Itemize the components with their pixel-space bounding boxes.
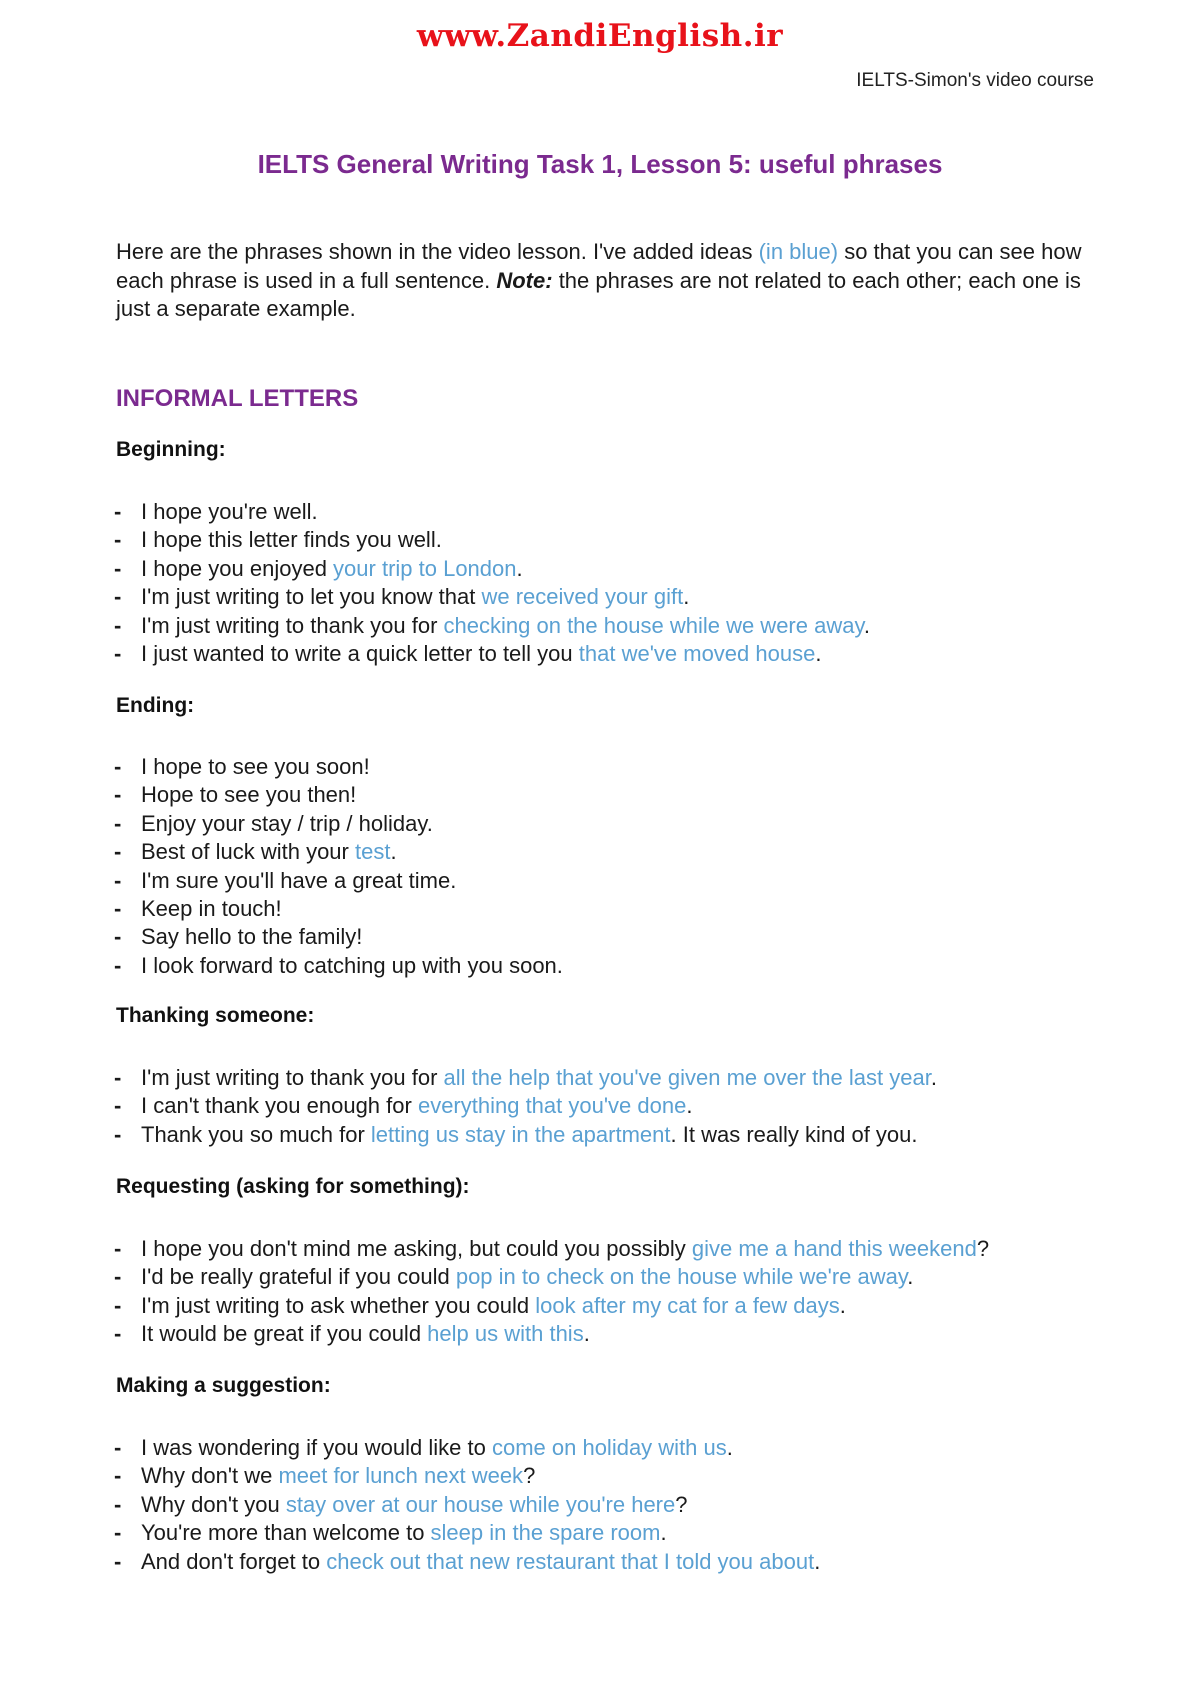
example-idea: letting us stay in the apartment (370, 1121, 671, 1147)
list-item (114, 867, 563, 895)
list-item (114, 1121, 937, 1149)
course-label: IELTS-Simon's video course (856, 70, 1094, 91)
list-item (114, 952, 563, 980)
phrase-list-ending (114, 753, 563, 980)
phrase-text: ? (675, 1491, 688, 1517)
phrase-text: . (814, 1548, 821, 1574)
list-item (114, 1548, 820, 1576)
phrase-text: . (839, 1292, 846, 1318)
example-idea: come on holiday with us (491, 1435, 727, 1460)
bullet-dash-icon: - (114, 1236, 122, 1261)
phrase-text: ? (523, 1463, 536, 1489)
bullet-dash-icon: - (114, 1321, 122, 1347)
example-idea: help us with this (427, 1321, 584, 1347)
list-item (114, 1263, 989, 1291)
intro-paragraph (116, 238, 1096, 324)
bullet-dash-icon: - (114, 1264, 122, 1290)
phrase-text: It would be great if you could (141, 1321, 428, 1347)
bullet-dash-icon: - (114, 1292, 122, 1318)
list-item (114, 753, 563, 781)
group-heading-thanking: Thanking someone: (116, 1004, 315, 1027)
bullet-dash-icon: - (114, 612, 122, 638)
bullet-dash-icon: - (114, 839, 122, 865)
phrase-text: I hope this letter finds you well. (141, 527, 442, 553)
phrase-text: I'm just writing to thank you for (141, 1065, 444, 1090)
phrase-text: . (583, 1321, 590, 1347)
phrase-text: You're more than welcome to (141, 1520, 431, 1546)
example-idea: we received your gift (481, 584, 684, 610)
intro-text: so that you can see how each phrase is used in a full sentence. (116, 239, 1082, 293)
intro-text: the phrases are not related to each other; each one is just a separate example. (116, 267, 1081, 321)
example-idea: your trip to London (333, 555, 517, 581)
bullet-dash-icon: - (114, 952, 122, 978)
example-idea: sleep in the spare room (430, 1520, 661, 1546)
bullet-dash-icon: - (114, 867, 122, 893)
phrase-text: I look forward to catching up with you soon. (141, 952, 563, 978)
phrase-list-thanking (114, 1064, 937, 1149)
phrase-text: . (907, 1264, 914, 1290)
bullet-dash-icon: - (114, 1548, 122, 1574)
phrase-text: . (660, 1520, 667, 1546)
phrase-list-requesting (114, 1235, 989, 1349)
bullet-dash-icon: - (114, 641, 122, 667)
list-item (114, 1235, 989, 1263)
group-heading-suggestion: Making a suggestion: (116, 1374, 331, 1397)
phrase-text: . (815, 641, 822, 667)
group-heading-beginning: Beginning: (116, 438, 226, 461)
phrase-text: Thank you so much for (141, 1121, 371, 1147)
phrase-text: . (863, 612, 870, 638)
example-idea: all the help that you've given me over the last year (443, 1065, 931, 1090)
phrase-text: Why don't you (141, 1491, 286, 1517)
phrase-text: Enjoy your stay / trip / holiday. (141, 810, 433, 836)
list-item (114, 1064, 937, 1092)
list-item (114, 498, 870, 526)
list-item (114, 1292, 989, 1320)
phrase-text: I was wondering if you would like to (141, 1435, 492, 1460)
list-item (114, 1434, 820, 1462)
list-item (114, 555, 870, 583)
list-item (114, 612, 870, 640)
phrase-text: . (683, 584, 690, 610)
bullet-dash-icon: - (114, 1435, 122, 1460)
phrase-text: I'm just writing to ask whether you could (141, 1292, 536, 1318)
bullet-dash-icon: - (114, 754, 122, 779)
bullet-dash-icon: - (114, 1520, 122, 1546)
phrase-text: I hope you enjoyed (141, 555, 334, 581)
bullet-dash-icon: - (114, 1463, 122, 1489)
example-idea: checking on the house while we were away (443, 612, 864, 638)
watermark-link[interactable]: www.ZandiEnglish.ir (416, 18, 784, 54)
bullet-dash-icon: - (114, 555, 122, 581)
phrase-list-beginning (114, 498, 870, 668)
example-idea: test (354, 839, 391, 865)
phrase-text: . (726, 1435, 733, 1460)
list-item (114, 923, 563, 951)
bullet-dash-icon: - (114, 810, 122, 836)
example-idea: that we've moved house (578, 641, 816, 667)
bullet-dash-icon: - (114, 1491, 122, 1517)
phrase-list-suggestion (114, 1434, 820, 1576)
group-heading-ending: Ending: (116, 694, 195, 717)
intro-text: Here are the phrases shown in the video lesson. I've added ideas (116, 239, 759, 264)
bullet-dash-icon: - (114, 1065, 122, 1090)
group-heading-requesting: Requesting (asking for something): (116, 1175, 470, 1198)
phrase-text: ? (976, 1236, 990, 1261)
example-idea: check out that new restaurant that I told you about (326, 1548, 815, 1574)
phrase-text: I can't thank you enough for (141, 1093, 418, 1119)
phrase-text: Why don't we (141, 1463, 279, 1489)
phrase-text: I'm sure you'll have a great time. (141, 867, 457, 893)
bullet-dash-icon: - (114, 1121, 122, 1147)
phrase-text: Best of luck with your (141, 839, 355, 865)
list-item (114, 1320, 989, 1348)
bullet-dash-icon: - (114, 527, 122, 553)
example-idea: give me a hand this weekend (691, 1236, 977, 1261)
bullet-dash-icon: - (114, 896, 122, 922)
list-item (114, 640, 870, 668)
bullet-dash-icon: - (114, 782, 122, 808)
list-item (114, 583, 870, 611)
phrase-text: I'm just writing to let you know that (141, 584, 482, 610)
list-item (114, 781, 563, 809)
example-idea: look after my cat for a few days (535, 1292, 840, 1318)
list-item (114, 1092, 937, 1120)
phrase-text: Keep in touch! (141, 896, 282, 922)
list-item (114, 1462, 820, 1490)
example-idea: pop in to check on the house while we're away (455, 1264, 908, 1290)
intro-note-label: Note: (496, 267, 553, 293)
phrase-text: And don't forget to (141, 1548, 327, 1574)
section-title: INFORMAL LETTERS (116, 385, 359, 412)
phrase-text: . (516, 555, 523, 581)
phrase-text: . (390, 839, 397, 865)
list-item (114, 1519, 820, 1547)
phrase-text: Say hello to the family! (141, 924, 363, 950)
bullet-dash-icon: - (114, 1093, 122, 1119)
phrase-text: Hope to see you then! (141, 782, 357, 808)
example-idea: everything that you've done (417, 1093, 687, 1119)
list-item (114, 838, 563, 866)
phrase-text: I just wanted to write a quick letter to tell you (141, 641, 579, 667)
phrase-text: . It was really kind of you. (670, 1121, 918, 1147)
bullet-dash-icon: - (114, 499, 122, 524)
list-item (114, 526, 870, 554)
intro-blue-text: (in blue) (758, 239, 839, 264)
bullet-dash-icon: - (114, 924, 122, 950)
phrase-text: I'd be really grateful if you could (141, 1264, 456, 1290)
bullet-dash-icon: - (114, 584, 122, 610)
phrase-text: I'm just writing to thank you for (141, 612, 444, 638)
list-item (114, 895, 563, 923)
list-item (114, 1491, 820, 1519)
phrase-text: I hope you don't mind me asking, but could you possibly (141, 1236, 692, 1261)
example-idea: meet for lunch next week (278, 1463, 524, 1489)
phrase-text: I hope you're well. (141, 499, 318, 524)
phrase-text: . (686, 1093, 693, 1119)
phrase-text: I hope to see you soon! (141, 754, 370, 779)
list-item (114, 810, 563, 838)
example-idea: stay over at our house while you're here (285, 1491, 676, 1517)
phrase-text: . (930, 1065, 937, 1090)
page-title: IELTS General Writing Task 1, Lesson 5: useful phrases (257, 149, 943, 179)
